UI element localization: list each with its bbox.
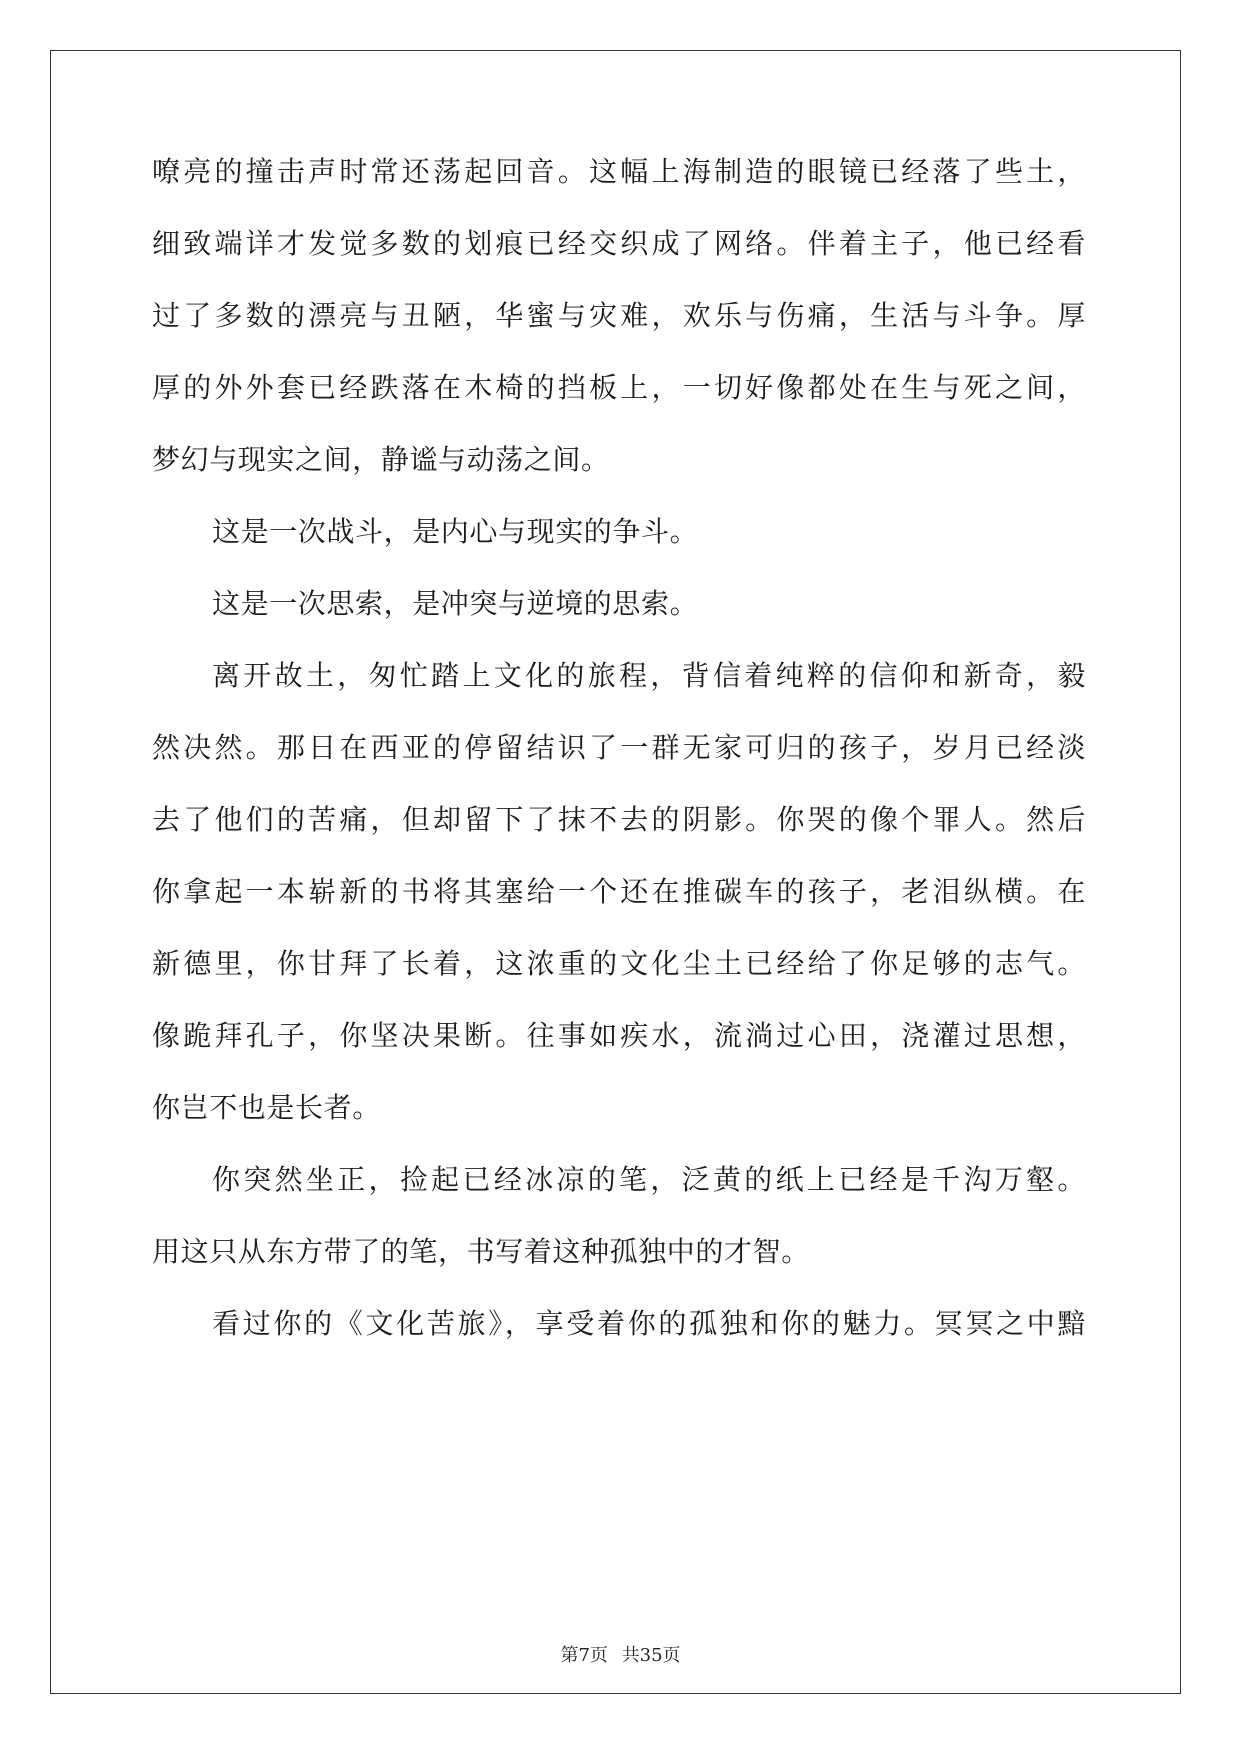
text-line: 这是一次战斗，是内心与现实的争斗。 (212, 515, 699, 548)
page-number: 第7页 (560, 1645, 608, 1666)
page-total: 共35页 (621, 1645, 681, 1666)
text-line: 厚的外外套已经跌落在木椅的挡板上，一切好像都处在生与死之间， (152, 371, 1086, 404)
text-line: 然决然。那日在西亚的停留结识了一群无家可归的孩子，岁月已经淡 (152, 731, 1086, 764)
text-line: 离开故土，匆忙踏上文化的旅程，背信着纯粹的信仰和新奇，毅 (212, 659, 1086, 692)
text-line: 你岂不也是长者。 (152, 1091, 381, 1124)
text-line: 新德里，你甘拜了长着，这浓重的文化尘土已经给了你足够的志气。 (152, 947, 1086, 980)
text-line: 你突然坐正，捡起已经冰凉的笔，泛黄的纸上已经是千沟万壑。 (212, 1163, 1086, 1196)
text-line: 看过你的《文化苦旅》，享受着你的孤独和你的魅力。冥冥之中黯 (212, 1307, 1086, 1340)
text-line: 你拿起一本崭新的书将其塞给一个还在推碳车的孩子，老泪纵横。在 (152, 875, 1086, 908)
text-line: 过了多数的漂亮与丑陋，华蜜与灾难，欢乐与伤痛，生活与斗争。厚 (152, 299, 1086, 332)
text-line: 梦幻与现实之间，静谧与动荡之间。 (152, 443, 610, 476)
text-line: 去了他们的苦痛，但却留下了抹不去的阴影。你哭的像个罪人。然后 (152, 803, 1086, 836)
text-line: 细致端详才发觉多数的划痕已经交织成了网络。伴着主子，他已经看 (152, 227, 1086, 260)
text-line: 嘹亮的撞击声时常还荡起回音。这幅上海制造的眼镜已经落了些土， (152, 155, 1086, 188)
text-line: 这是一次思索，是冲突与逆境的思索。 (212, 587, 699, 620)
page-footer (0, 1641, 1241, 1667)
text-line: 像跪拜孔子，你坚决果断。往事如疾水，流淌过心田，浇灌过思想， (152, 1019, 1086, 1052)
text-line: 用这只从东方带了的笔，书写着这种孤独中的才智。 (152, 1235, 810, 1268)
